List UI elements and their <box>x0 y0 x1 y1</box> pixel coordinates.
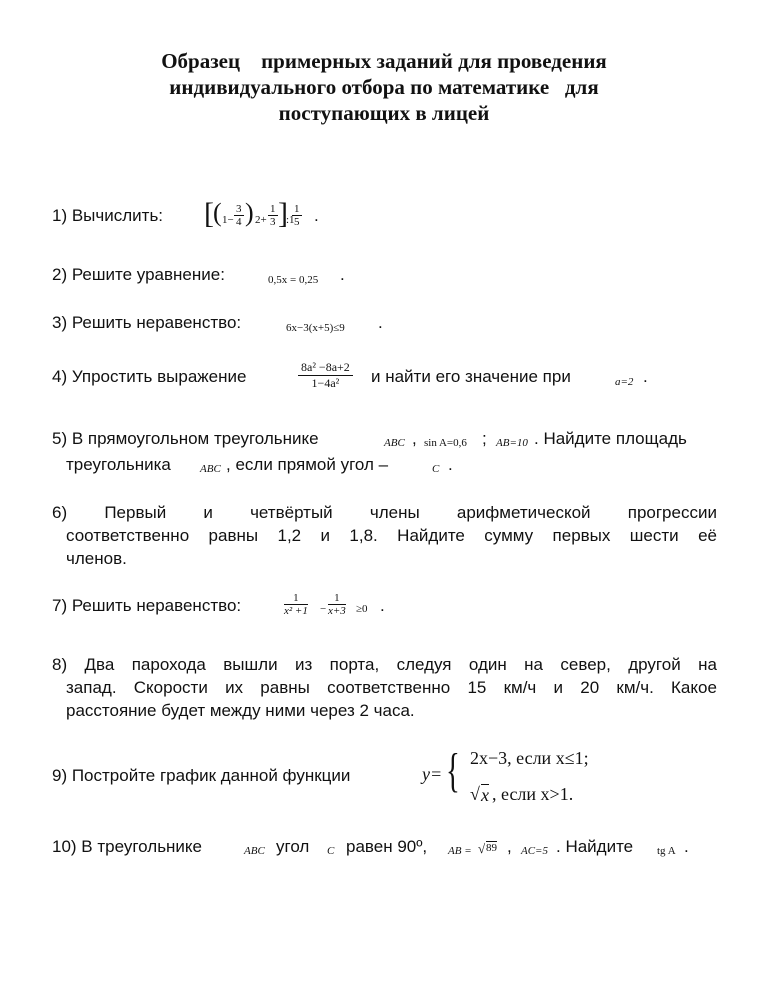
task-9-case-2-root: x <box>481 785 489 805</box>
task-3-expr: 6x−3(x+5)≤9 <box>286 322 345 334</box>
task-1-frac-1: $\frac{3}{4}$ <box>236 203 242 228</box>
task-7-end: . <box>380 596 385 615</box>
task-1-end: . <box>314 206 319 225</box>
task-5-line2a: треугольника <box>66 455 171 474</box>
task-3-end: . <box>378 313 383 332</box>
task-2-end: . <box>340 265 345 284</box>
task-10-c: C <box>327 845 335 857</box>
task-7-label: 7) Решить неравенство: <box>52 596 242 615</box>
paren-open: ( <box>213 198 222 227</box>
task-10-find: . Найдите <box>556 837 634 856</box>
task-9-case-2: , если x>1. <box>492 784 574 804</box>
task-10-ravno: равен 90º, <box>346 837 428 856</box>
task-7-minus: − <box>320 603 327 615</box>
task-1-frac-2: $\frac{1}{3}$ <box>270 203 276 228</box>
task-9-root-sign: √ <box>470 784 480 804</box>
task-5-line2b: , если прямой угол – <box>226 455 389 474</box>
task-2-expr: 0,5x = 0,25 <box>268 274 319 286</box>
task-8-row-2: запад. Скорости их равны соответственно 15 км/ч и 20 км/ч. Какое <box>66 678 717 697</box>
task-5-abc: ABC <box>384 437 405 449</box>
task-9-label: 9) Постройте график данной функции <box>52 766 351 785</box>
task-5-sin: sin A=0,6 <box>424 437 467 449</box>
task-1-expr-c: :1 <box>286 214 295 226</box>
task-10-root-sign: √ <box>478 841 486 856</box>
task-5-ab: AB=10 <box>496 437 528 449</box>
task-5-tail: . Найдите площадь <box>534 429 687 448</box>
task-10-root: 89 <box>486 842 497 854</box>
task-1-expr-b: 2+ <box>255 214 267 226</box>
task-5-abc2: ABC <box>200 463 221 475</box>
task-6-row-2: соответственно равны 1,2 и 1,8. Найдите сумму первых шести её <box>66 526 717 545</box>
task-5-comma: , <box>412 429 417 448</box>
task-7-frac-2: $\frac{1}{x+3}$ <box>328 592 346 617</box>
task-10-abc: ABC <box>244 845 265 857</box>
task-4-mid: и найти его значение при <box>371 367 571 386</box>
task-6-row-1: 6) Первый и четвёртый члены арифметической прогрессии <box>52 503 717 522</box>
task-2-label: 2) Решите уравнение: <box>52 265 225 284</box>
bracket-open: [ <box>204 197 214 230</box>
task-5-semicolon: ; <box>482 429 487 448</box>
task-7-frac-1: $\frac{1}{\text{x² +1}}$ <box>284 592 308 617</box>
title-line-3: поступающих в лицей <box>278 101 490 125</box>
task-4-label: 4) Упростить выражение <box>52 367 247 386</box>
task-1-label: 1) Вычислить: <box>52 206 164 225</box>
task-5-label: 5) В прямоугольном треугольнике <box>52 429 319 448</box>
task-8-row-3: расстояние будет между ними через 2 часа. <box>66 701 415 720</box>
task-4-fraction: $\frac{\text{8a² −8a+2}}{\text{1−4a²}}$ <box>298 360 353 391</box>
task-6-row-3: членов. <box>66 549 127 568</box>
task-5-end: . <box>448 455 453 474</box>
task-10-ac: AC=5 <box>521 845 548 857</box>
task-1-expr-a: 1− <box>222 214 234 226</box>
task-1-frac-3: $\frac{1}{5}$ <box>294 203 300 228</box>
task-10-ugol: угол <box>276 837 310 856</box>
task-9-case-1: 2x−3, если x≤1; <box>470 748 589 768</box>
task-4-end: . <box>643 367 648 386</box>
task-5-c: C <box>432 463 440 475</box>
task-10-tg: tg A <box>657 845 676 857</box>
task-8-row-1: 8) Два парохода вышли из порта, следуя один на север, другой на <box>52 655 717 674</box>
task-10-label: 10) В треугольнике <box>52 837 203 856</box>
task-10-ab: AB = <box>448 845 472 857</box>
bracket-close: ] <box>278 197 288 230</box>
paren-close: ) <box>245 198 254 227</box>
task-4-cond: a=2 <box>615 376 634 388</box>
task-3-label: 3) Решить неравенство: <box>52 313 242 332</box>
task-10-comma: , <box>507 837 512 856</box>
title-line-2: индивидуального отбора по математике для <box>169 75 599 99</box>
task-8 <box>52 653 717 722</box>
task-9-brace: { <box>446 744 460 797</box>
task-7-rel: ≥0 <box>356 603 368 615</box>
task-9-y: y= <box>422 764 443 784</box>
page-title <box>60 48 708 126</box>
task-6 <box>52 501 717 570</box>
task-10-end: . <box>684 837 689 856</box>
title-line-1: Образец примерных заданий для проведения <box>161 49 607 73</box>
